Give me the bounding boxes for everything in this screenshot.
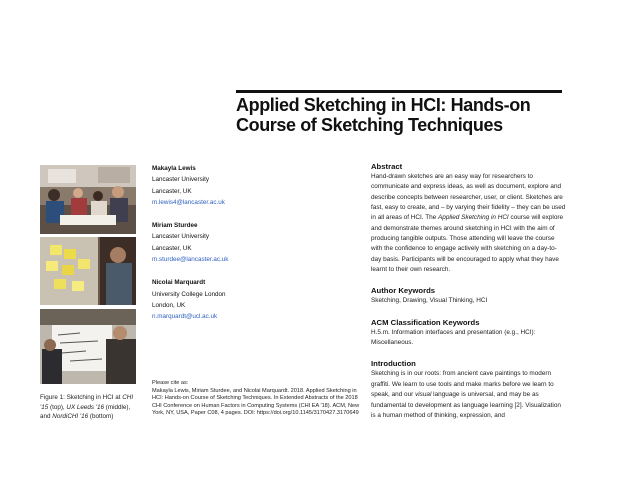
abstract-heading: Abstract: [371, 162, 403, 171]
main-column: [371, 162, 567, 432]
acm-classification-text: H.5.m. Information interfaces and presentation (e.g., HCI): Miscellaneous.: [371, 328, 536, 347]
abstract-text: [371, 172, 567, 275]
introduction-text: [371, 369, 567, 421]
figure-photo-uxleeds16: [40, 237, 136, 305]
introduction-heading: Introduction: [371, 359, 416, 369]
author-email-link[interactable]: n.marquardt@ucl.ac.uk: [152, 313, 218, 321]
cite-as-text: Makayla Lewis, Miriam Sturdee, and Nicolai Marquardt. 2018. Applied Sketching in HCI: Hands-on Course of Sketching Techniques. In Extended Abstracts of the 2018 CHI Conference on Human Factors in Computing Systems (CHI EA '18). ACM, New York, NY, USA, Paper C08, 4 pages. DOI: https://doi.org/10.1145/3170427.3170649: [152, 387, 360, 417]
author-email-link[interactable]: m.lewis4@lancaster.ac.uk: [152, 198, 225, 206]
author-email-link[interactable]: m.sturdee@lancaster.ac.uk: [152, 256, 229, 264]
figure-caption-venue-1: CHI '15: [40, 394, 134, 411]
introduction-text-emphasis: visual: [415, 391, 432, 399]
paper-title-line-1: Applied Sketching in HCI: Hands-on: [236, 95, 531, 115]
introduction-text-part-2: language is universal, and may be as fundamental to development as language learning [2]. Visualization is a human method of thinking, expression, and: [371, 391, 561, 419]
author-block: [152, 220, 277, 265]
author-affiliation: Lancaster University: [152, 176, 210, 184]
acm-classification-heading: ACM Classification Keywords: [371, 317, 480, 327]
author-name: Nicolai Marquardt: [152, 279, 206, 287]
figure-photo-nordichi16: [40, 309, 136, 384]
author-location: Lancaster, UK: [152, 187, 192, 195]
abstract-text-course-name: Applied Sketching in HCI: [438, 214, 509, 222]
figure-caption-mid-1: (top),: [48, 403, 67, 411]
author-name: Makayla Lewis: [152, 165, 196, 172]
author-list: [152, 163, 277, 335]
figure-caption: [40, 393, 140, 422]
author-keywords-text: Sketching, Drawing, Visual Thinking, HCI: [371, 297, 488, 305]
author-name: Miriam Sturdee: [152, 222, 198, 230]
figure-caption-suffix: (bottom): [88, 413, 114, 421]
author-location: London, UK: [152, 301, 186, 309]
abstract-text-part-2: course will explore and demonstrate themes around sketching in HCI with the aim of producing tangible outputs. Those attending will leave the course with the confidence to engage actively with sketching on a day-to-day basis. Participants will be encouraged to apply what they have learnt to their own research.: [371, 214, 564, 274]
figure-photo-chi15: [40, 165, 136, 234]
figure-caption-prefix: Figure 1: Sketching in HCI at: [40, 394, 123, 401]
author-block: [152, 163, 277, 208]
title-rule: [236, 90, 562, 93]
author-affiliation: University College London: [152, 290, 226, 298]
author-location: Lancaster, UK: [152, 244, 192, 252]
author-block: [152, 277, 277, 322]
paper-title-line-2: Course of Sketching Techniques: [236, 115, 503, 135]
author-keywords-heading: Author Keywords: [371, 286, 436, 296]
paper-title: [236, 95, 576, 135]
cite-as-label: Please cite as:: [152, 380, 189, 386]
figure-caption-venue-3: NordiCHI '16: [52, 413, 89, 421]
abstract-text-part-1: Hand-drawn sketches are an easy way for researchers to communicate and express ideas, as well as document, explore and describe concepts between researcher, user, or client. Sketches are fast, easy to create, and – by varying their fidelity – they can be used in all areas of HCI. The: [371, 173, 566, 222]
figure-caption-venue-2: UX Leeds '16: [66, 403, 105, 411]
figure-caption-mid-2: (middle), and: [40, 403, 131, 421]
cite-as-block: [152, 380, 362, 418]
introduction-text-part-1: Sketching is in our roots: from ancient cave paintings to modern graffiti. We learn to use tools and make marks before we learn to speak, and our: [371, 370, 554, 399]
author-affiliation: Lancaster University: [152, 233, 210, 241]
